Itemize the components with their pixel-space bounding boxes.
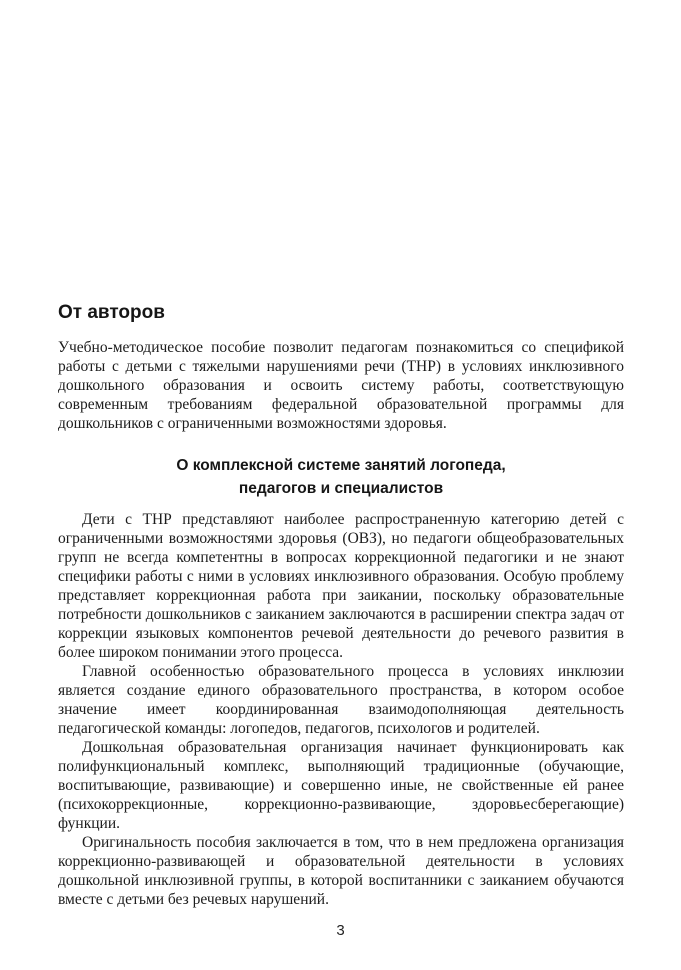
section-title-line-1: О комплексной системе занятий логопеда, bbox=[176, 457, 506, 474]
page-number: 3 bbox=[336, 922, 345, 939]
body-paragraph: Оригинальность пособия заключается в том, что в нем предложена организация коррекционно-развивающей и образовательной деятельности в условиях дошкольной инклюзивной группы, в которой воспитанники с заиканием обучаются вместе с детьми без речевых нарушений. bbox=[58, 834, 624, 908]
intro-paragraph: Учебно-методическое пособие позволит педагогам познакомиться со спецификой работы с детьми с тяжелыми нарушениями речи (ТНР) в условиях инклюзивного дошкольного образования и освоить систему работы, соответствующую современным требованиям федеральной образовательной программы для дошкольников с ограниченными возможностями здоровья. bbox=[58, 339, 624, 432]
chapter-heading: От авторов bbox=[58, 302, 165, 323]
body-paragraph: Дети с ТНР представляют наиболее распространенную категорию детей с ограниченными возможностями здоровья (ОВЗ), но педагоги общеобразовательных групп не всегда компетентны в вопросах коррекционной педагогики и не знают специфики работы с ними в условиях инклюзивного образования. Особую проблему представляет коррекционная работа при заикании, поскольку образовательные потребности дошкольников с заиканием заключаются в расширении спектра задач от коррекции языковых компонентов речевой деятельности до речевого развития в более широком понимании этого процесса. bbox=[58, 511, 624, 661]
body-paragraph: Главной особенностью образовательного процесса в условиях инклюзии является создание единого образовательного пространства, в котором особое значение имеет координированная взаимодополняющая деятельность педагогической команды: логопедов, педагогов, психологов и родителей. bbox=[58, 663, 624, 737]
page-content bbox=[58, 302, 624, 909]
section-title-line-2: педагогов и специалистов bbox=[238, 480, 444, 497]
body-paragraph: Дошкольная образовательная организация начинает функционировать как полифункциональный комплекс, выполняющий традиционные (обучающие, воспитывающие, развивающие) и совершенно иные, не свойственные ей ранее (психокоррекционные, коррекционно-развивающие, здоровьесберегающие) функции. bbox=[58, 739, 624, 832]
section-title bbox=[58, 454, 624, 500]
